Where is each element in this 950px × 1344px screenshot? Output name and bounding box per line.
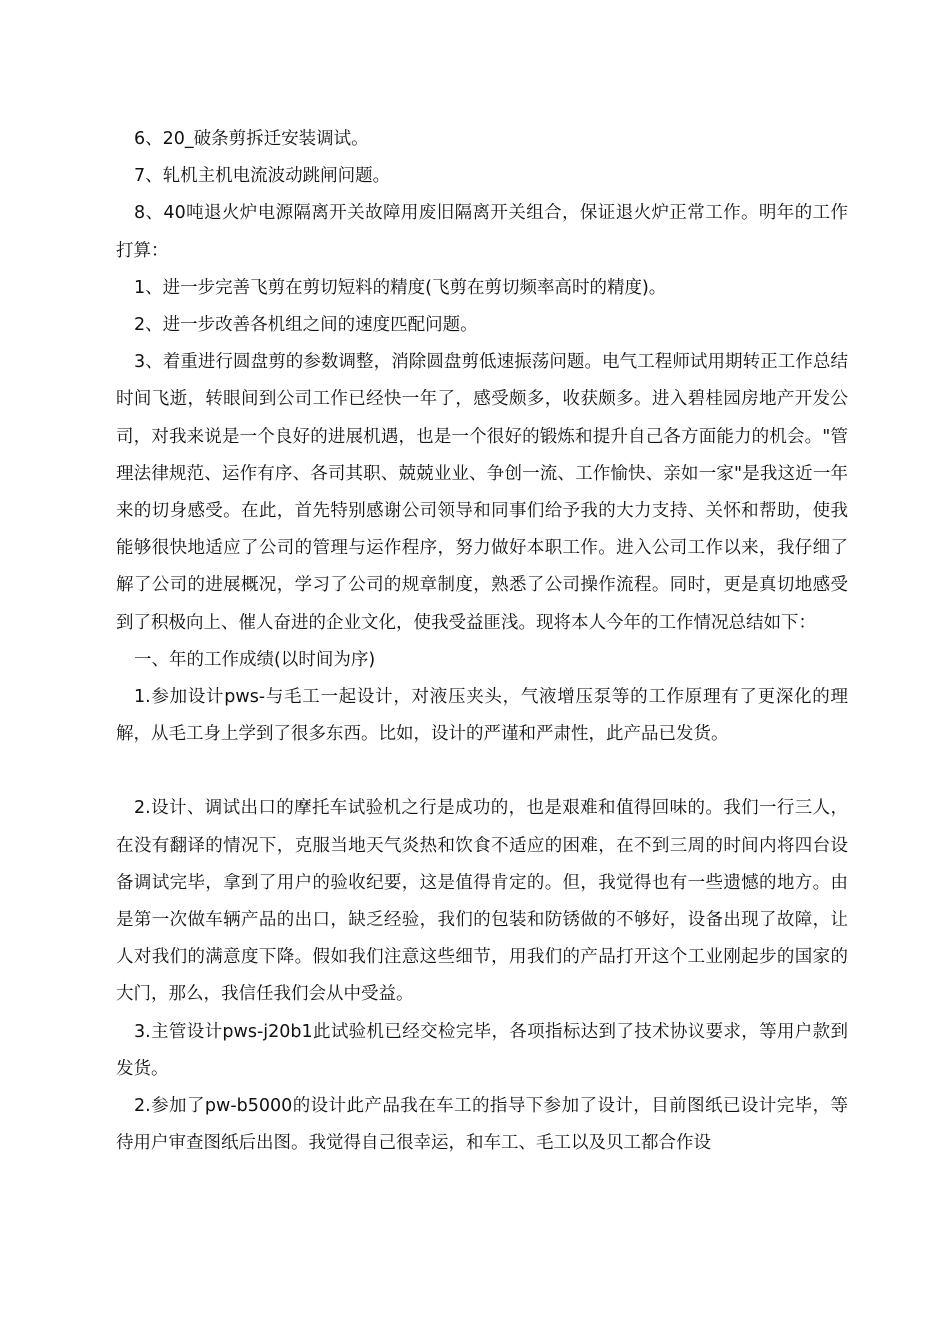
- paragraph-achievement-2: 2.设计、调试出口的摩托车试验机之行是成功的，也是艰难和值得回味的。我们一行三人，在没有翻译的情况下，克服当地天气炎热和饮食不适应的困难，在不到三周的时间内将四台设备调试完毕，拿到了用户的验收纪要，这是值得肯定的。但，我觉得也有一些遗憾的地方。由是第一次做车辆产品的出口，缺乏经验，我们的包装和防锈做的不够好，设备出现了故障，让人对我们的满意度下降。假如我们注意这些细节，用我们的产品打开这个工业刚起步的国家的大门，那么，我信任我们会从中受益。: [116, 798, 848, 1005]
- document-body: [116, 121, 848, 1162]
- paragraph-item-6: 6、20_破条剪拆迁安装调试。: [134, 129, 369, 149]
- paragraph-plan-3-summary: 3、着重进行圆盘剪的参数调整，消除圆盘剪低速振荡问题。电气工程师试用期转正工作总结时间飞逝，转眼间到公司工作已经快一年了，感受颇多，收获颇多。进入碧桂园房地产开发公司，对我来说是一个良好的进展机遇，也是一个很好的锻炼和提升自己各方面能力的机会。"管理法律规范、运作有序、各司其职、兢兢业业、争创一流、工作愉快、亲如一家"是我这近一年来的切身感受。在此，首先特别感谢公司领导和同事们给予我的大力支持、关怀和帮助，使我能够很快地适应了公司的管理与运作程序，努力做好本职工作。进入公司工作以来，我仔细了解了公司的进展概况，学习了公司的规章制度，熟悉了公司操作流程。同时，更是真切地感受到了积极向上、催人奋进的企业文化，使我受益匪浅。现将本人今年的工作情况总结如下：: [116, 352, 848, 633]
- paragraph-plan-2: 2、进一步改善各机组之间的速度匹配问题。: [134, 315, 478, 336]
- paragraph-achievement-4: 2.参加了pw-b5000的设计此产品我在车工的指导下参加了设计，目前图纸已设计完毕，等待用户审查图纸后出图。我觉得自己很幸运，和车工、毛工以及贝工都合作设: [116, 1096, 848, 1154]
- paragraph-achievement-3: 3.主管设计pws-j20b1此试验机已经交检完毕，各项指标达到了技术协议要求，等用户款到发货。: [116, 1021, 848, 1079]
- paragraph-plan-1: 1、进一步完善飞剪在剪切短料的精度(飞剪在剪切频率高时的精度)。: [134, 277, 667, 298]
- paragraph-achievement-1: 1.参加设计pws-与毛工一起设计，对液压夹头，气液增压泵等的工作原理有了更深化的理解，从毛工身上学到了很多东西。比如，设计的严谨和严肃性，此产品已发货。: [116, 687, 848, 745]
- blank-line: [116, 753, 848, 790]
- section-heading: 一、年的工作成绩(以时间为序): [134, 649, 376, 670]
- paragraph-item-7: 7、轧机主机电流波动跳闸问题。: [134, 166, 391, 187]
- paragraph-item-8: 8、40吨退火炉电源隔离开关故障用废旧隔离开关组合，保证退火炉正常工作。明年的工作打算：: [116, 203, 848, 261]
